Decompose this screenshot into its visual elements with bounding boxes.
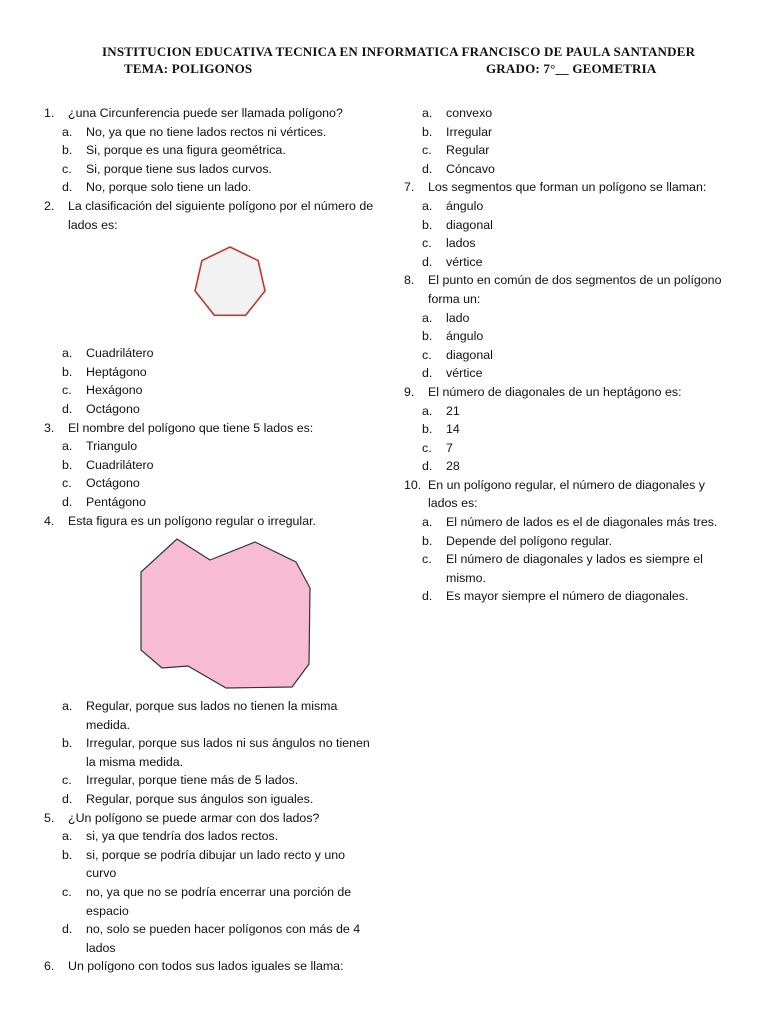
option-c [62,381,374,400]
right-column [404,104,734,606]
question-number: 9. [404,384,415,399]
option-letter: b. [62,364,73,379]
question-3 [44,419,374,512]
option-letter: a. [422,515,433,530]
question-text: ¿Un polígono se puede armar con dos lados? [68,810,320,825]
question-text: Los segmentos que forman un polígono se llaman: [428,180,707,195]
option-text: lado [446,310,470,325]
option-letter: a. [422,310,433,325]
option-text: no, solo se pueden hacer polígonos con más de 4 lados [86,922,361,955]
option-letter: c. [62,161,72,176]
option-letter: c. [62,383,72,398]
option-text: si, ya que tendría dos lados rectos. [86,829,279,844]
question-9 [404,383,734,476]
question-5 [44,809,374,958]
option-d [422,253,734,272]
option-d [422,160,734,179]
option-c [422,234,734,253]
option-text: no, ya que no se podría encerrar una porción de espacio [86,885,352,918]
option-text: 21 [446,403,460,418]
option-letter: d. [422,459,433,474]
question-number: 7. [404,180,415,195]
option-letter: b. [62,736,73,751]
option-c [422,141,734,160]
option-text: Regular, porque sus lados no tienen la misma medida. [86,699,338,732]
option-letter: a. [62,439,73,454]
option-letter: b. [422,329,433,344]
option-c [422,346,734,365]
option-letter: a. [62,124,73,139]
option-text: No, ya que no tiene lados rectos ni vértices. [86,124,327,139]
option-b [62,846,374,883]
option-text: Heptágono [86,364,147,379]
question-6 [44,957,374,976]
option-a [422,309,734,328]
option-text: Pentágono [86,494,146,509]
option-letter: d. [422,254,433,269]
option-text: vértice [446,254,483,269]
option-a [62,344,374,363]
option-letter: b. [62,143,73,158]
irregular-polygon-shape [141,539,310,688]
question-4 [44,512,374,809]
option-letter: c. [422,552,432,567]
option-text: Si, porque tiene sus lados curvos. [86,161,272,176]
option-letter: c. [62,885,72,900]
school-title: INSTITUCION EDUCATIVA TECNICA EN INFORMATICA FRANCISCO DE PAULA SANTANDER [102,44,696,59]
option-b [422,123,734,142]
option-text: Irregular, porque tiene más de 5 lados. [86,773,299,788]
question-text: El punto en común de dos segmentos de un polígono forma un: [428,273,722,306]
option-a [422,402,734,421]
option-d [422,587,734,606]
option-letter: d. [422,161,433,176]
option-b [62,363,374,382]
option-letter: d. [62,792,73,807]
option-c [62,883,374,920]
option-c [62,160,374,179]
option-text: Regular [446,143,490,158]
option-text: Si, porque es una figura geométrica. [86,143,286,158]
question-text: Esta figura es un polígono regular o irregular. [68,513,316,528]
option-b [62,141,374,160]
option-text: 7 [446,440,453,455]
option-text: 28 [446,459,460,474]
option-letter: b. [422,422,433,437]
question-8 [404,271,734,383]
option-a [62,437,374,456]
option-text: El número de lados es el de diagonales más tres. [446,515,718,530]
option-text: diagonal [446,347,493,362]
option-letter: a. [62,829,73,844]
option-text: Cóncavo [446,161,495,176]
question-number: 1. [44,106,55,120]
question-text: Un polígono con todos sus lados iguales se llama: [68,959,344,974]
option-letter: b. [62,457,73,472]
question-7 [404,178,734,271]
option-d [62,920,374,957]
option-letter: a. [422,198,433,213]
option-d [62,790,374,809]
option-text: Cuadrilátero [86,457,154,472]
option-text: Octágono [86,401,140,416]
option-text: Regular, porque sus ángulos son iguales. [86,792,314,807]
question-6-options [404,104,734,178]
grade-label: GRADO: 7°__ GEOMETRIA [486,61,657,76]
option-text: convexo [446,106,493,120]
option-letter: b. [422,217,433,232]
option-b [422,216,734,235]
option-a [62,123,374,142]
option-d [62,178,374,197]
option-letter: b. [62,847,73,862]
option-c [62,771,374,790]
option-letter: d. [422,589,433,604]
option-letter: d. [62,494,73,509]
option-text: 14 [446,422,460,437]
option-a [422,197,734,216]
option-b [422,420,734,439]
option-letter: d. [62,922,73,937]
option-text: ángulo [446,329,484,344]
question-2 [44,197,374,419]
question-number: 10. [404,477,422,492]
option-text: vértice [446,366,483,381]
option-d [422,457,734,476]
question-text: La clasificación del siguiente polígono por el número de lados es: [68,198,374,232]
option-letter: d. [62,401,73,416]
option-text: Hexágono [86,383,143,398]
option-letter: b. [422,533,433,548]
option-a [62,827,374,846]
heptagon-figure [44,238,374,342]
option-a [422,513,734,532]
option-text: diagonal [446,217,493,232]
option-c [422,550,734,587]
option-text: Cuadrilátero [86,346,154,361]
option-text: si, porque se podría dibujar un lado recto y uno curvo [86,847,345,881]
option-d [62,493,374,512]
question-number: 6. [44,959,55,974]
option-letter: d. [62,180,73,195]
option-text: Octágono [86,476,140,491]
option-text: El número de diagonales y lados es siempre el mismo. [446,552,703,585]
option-letter: a. [62,346,73,361]
option-b [422,327,734,346]
question-text: En un polígono regular, el número de diagonales y lados es: [428,477,705,511]
option-text: Irregular, porque sus lados ni sus ángulos no tienen la misma medida. [86,736,370,769]
question-1 [44,104,374,197]
option-letter: a. [422,403,433,418]
option-text: lados [446,236,476,251]
option-c [422,439,734,458]
question-text: El nombre del polígono que tiene 5 lados es: [68,420,314,435]
option-text: No, porque solo tiene un lado. [86,180,252,195]
option-letter: b. [422,124,433,139]
option-letter: a. [62,699,73,714]
question-10 [404,476,734,606]
irregular-polygon-figure [44,533,374,695]
option-letter: d. [422,366,433,381]
left-column [44,104,374,976]
option-letter: c. [422,440,432,455]
heptagon-shape [195,247,265,315]
option-letter: c. [422,236,432,251]
option-text: Es mayor siempre el número de diagonales. [446,589,689,604]
option-d [422,364,734,383]
question-number: 2. [44,198,55,213]
option-b [62,734,374,771]
option-text: Triangulo [86,439,138,454]
option-c [62,474,374,493]
option-text: Irregular [446,124,493,139]
option-d [62,400,374,419]
question-number: 3. [44,420,55,435]
topic-label: TEMA: POLIGONOS [124,61,253,76]
option-letter: c. [62,476,72,491]
question-number: 4. [44,513,55,528]
option-letter: c. [422,143,432,158]
question-text: ¿una Circunferencia puede ser llamada polígono? [68,106,343,120]
option-a [422,104,734,123]
question-text: El número de diagonales de un heptágono es: [428,384,682,399]
option-letter: c. [62,773,72,788]
question-number: 5. [44,810,55,825]
question-number: 8. [404,273,415,288]
option-b [422,532,734,551]
option-letter: a. [422,106,433,120]
option-b [62,456,374,475]
option-text: Depende del polígono regular. [446,533,613,548]
option-letter: c. [422,347,432,362]
option-text: ángulo [446,198,484,213]
option-a [62,697,374,734]
